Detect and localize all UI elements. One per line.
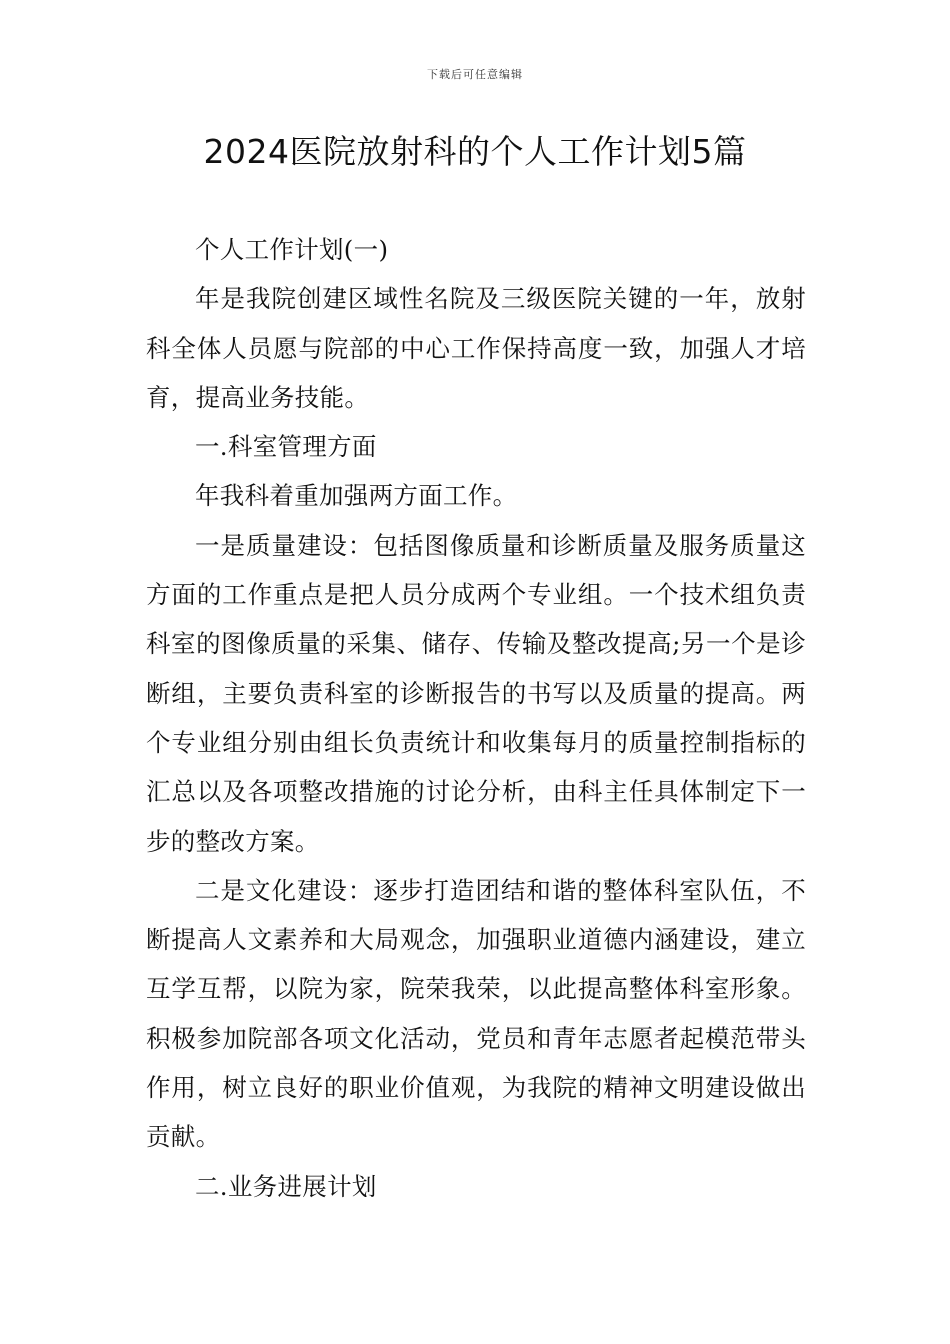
- intro-paragraph: 年是我院创建区域性名院及三级医院关键的一年，放射科全体人员愿与院部的中心工作保持高度一致，加强人才培育，提高业务技能。: [146, 284, 806, 412]
- document-body: [146, 225, 806, 1211]
- section-heading-management: 一.科室管理方面: [195, 432, 377, 462]
- section-heading-plan-one: 个人工作计划(一): [195, 235, 389, 264]
- quality-paragraph: 一是质量建设：包括图像质量和诊断质量及服务质量这方面的工作重点是把人员分成两个专业组。一个技术组负责科室的图像质量的采集、储存、传输及整改提高;另一个是诊断组，主要负责科室的诊断报告的书写以及质量的提高。两个专业组分别由组长负责统计和收集每月的质量控制指标的汇总以及各项整改措施的讨论分析，由科主任具体制定下一步的整改方案。: [146, 530, 806, 856]
- header-note: 下载后可任意编辑: [427, 68, 523, 81]
- culture-paragraph: 二是文化建设：逐步打造团结和谐的整体科室队伍，不断提高人文素养和大局观念，加强职业道德内涵建设，建立互学互帮，以院为家，院荣我荣，以此提高整体科室形象。积极参加院部各项文化活动，党员和青年志愿者起模范带头作用，树立良好的职业价值观，为我院的精神文明建设做出贡献。: [146, 875, 806, 1152]
- document-title: 2024医院放射科的个人工作计划5篇: [203, 132, 747, 171]
- section-heading-business: 二.业务进展计划: [195, 1171, 377, 1201]
- management-summary: 年我科着重加强两方面工作。: [195, 481, 518, 511]
